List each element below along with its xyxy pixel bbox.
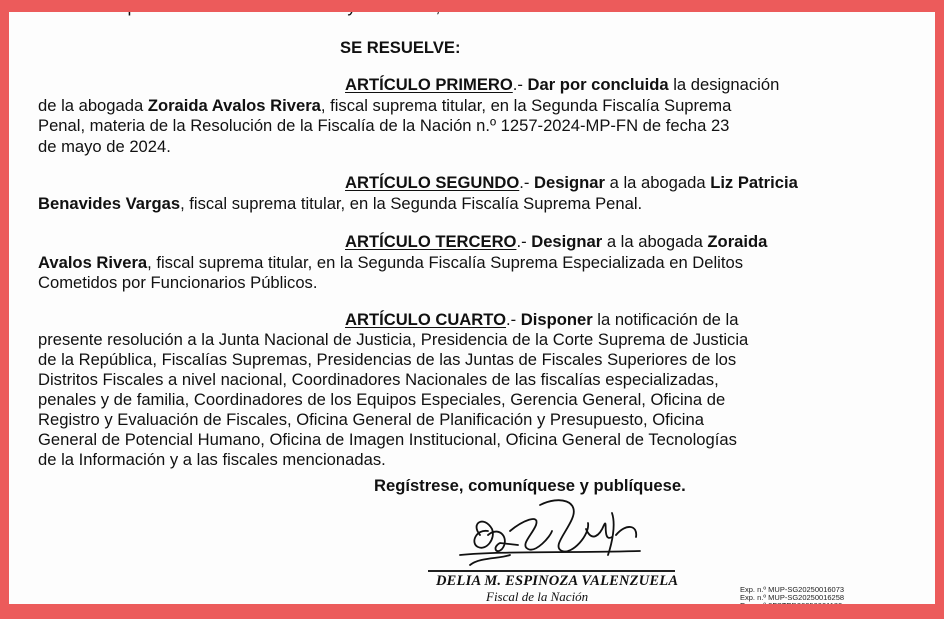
text-span: a la abogada	[605, 173, 711, 192]
article-first-line-3: Penal, materia de la Resolución de la Fiscalía de la Nación n.º 1257-2024-MP-FN de fecha 23	[38, 116, 730, 135]
highlight-frame-bottom	[0, 604, 944, 619]
person-name: Liz Patricia	[710, 173, 798, 192]
separator: .-	[512, 75, 528, 94]
resolves-heading: SE RESUELVE:	[340, 38, 461, 57]
article-fourth-title: ARTÍCULO CUARTO	[345, 310, 507, 329]
article-first-line-1	[345, 75, 779, 95]
article-fourth-line-6: Registro y Evaluación de Fiscales, Oficina General de Planificación y Presupuesto, Oficina	[38, 410, 704, 429]
highlight-frame-right	[935, 0, 944, 619]
article-fourth-line-1	[345, 310, 738, 330]
highlight-frame-top	[0, 0, 944, 12]
text-span: la designación	[668, 75, 780, 94]
article-fourth-verb: Disponer	[520, 310, 593, 329]
article-fourth-line-7: General de Potencial Humano, Oficina de Imagen Institucional, Oficina General de Tecnologías	[38, 430, 737, 449]
expedient-number: Exp. n.º MUP-SG20250016073	[740, 585, 845, 594]
article-fourth-line-2: presente resolución a la Junta Nacional de Justicia, Presidencia de la Corte Suprema de Justicia	[38, 330, 749, 349]
text-span: , fiscal suprema titular, en la Segunda Fiscalía Suprema Penal.	[180, 194, 643, 213]
article-first-title: ARTÍCULO PRIMERO	[345, 75, 513, 94]
text-span: , fiscal suprema titular, en la Segunda Fiscalía Suprema Especializada en Delitos	[147, 253, 743, 272]
handwritten-signature	[440, 495, 670, 577]
article-first-verb: Dar por concluida	[527, 75, 669, 94]
article-fourth-line-4: Distritos Fiscales a nivel nacional, Coordinadores Nacionales de las fiscalías especializadas,	[38, 370, 719, 389]
person-name: Benavides Vargas	[38, 194, 181, 213]
person-name: Zoraida Avalos Rivera	[147, 96, 321, 115]
expedient-number: Exp. n.º MUP-SG20250016258	[740, 593, 845, 602]
article-second-line-1	[345, 173, 798, 193]
article-second-title: ARTÍCULO SEGUNDO	[345, 173, 520, 192]
article-first-line-2	[38, 96, 731, 116]
article-fourth-line-3: de la República, Fiscalías Supremas, Presidencias de las Juntas de Fiscales Superiores de los	[38, 350, 737, 369]
article-third-line-3: Cometidos por Funcionarios Públicos.	[38, 273, 318, 292]
text-span: , fiscal suprema titular, en la Segunda Fiscalía Suprema	[320, 96, 732, 115]
closing-formula: Regístrese, comuníquese y publíquese.	[374, 476, 686, 495]
separator: .-	[519, 173, 534, 192]
highlight-frame-left	[0, 0, 9, 619]
article-fourth-line-5: penales y de familia, Coordinadores de los Equipos Especiales, Gerencia General, Oficina de	[38, 390, 726, 409]
article-second-line-2	[38, 194, 642, 214]
person-name: Zoraida	[707, 232, 768, 251]
signatory-title: Fiscal de la Nación	[486, 589, 589, 604]
signatory-name: DELIA M. ESPINOZA VALENZUELA	[436, 573, 679, 589]
signature-line	[428, 570, 675, 572]
text-span: a la abogada	[602, 232, 708, 251]
article-first-line-4: de mayo de 2024.	[38, 137, 171, 156]
article-third-line-2	[38, 253, 743, 273]
article-fourth-line-8: de la Información y a las fiscales mencionadas.	[38, 450, 386, 469]
separator: .-	[516, 232, 532, 251]
text-span: la notificación de la	[592, 310, 739, 329]
text-span: de la abogada	[38, 96, 148, 115]
person-name: Avalos Rivera	[38, 253, 148, 272]
article-second-verb: Designar	[533, 173, 605, 192]
separator: .-	[506, 310, 521, 329]
article-third-verb: Designar	[531, 232, 603, 251]
article-third-line-1	[345, 232, 767, 252]
article-third-title: ARTÍCULO TERCERO	[345, 232, 517, 251]
